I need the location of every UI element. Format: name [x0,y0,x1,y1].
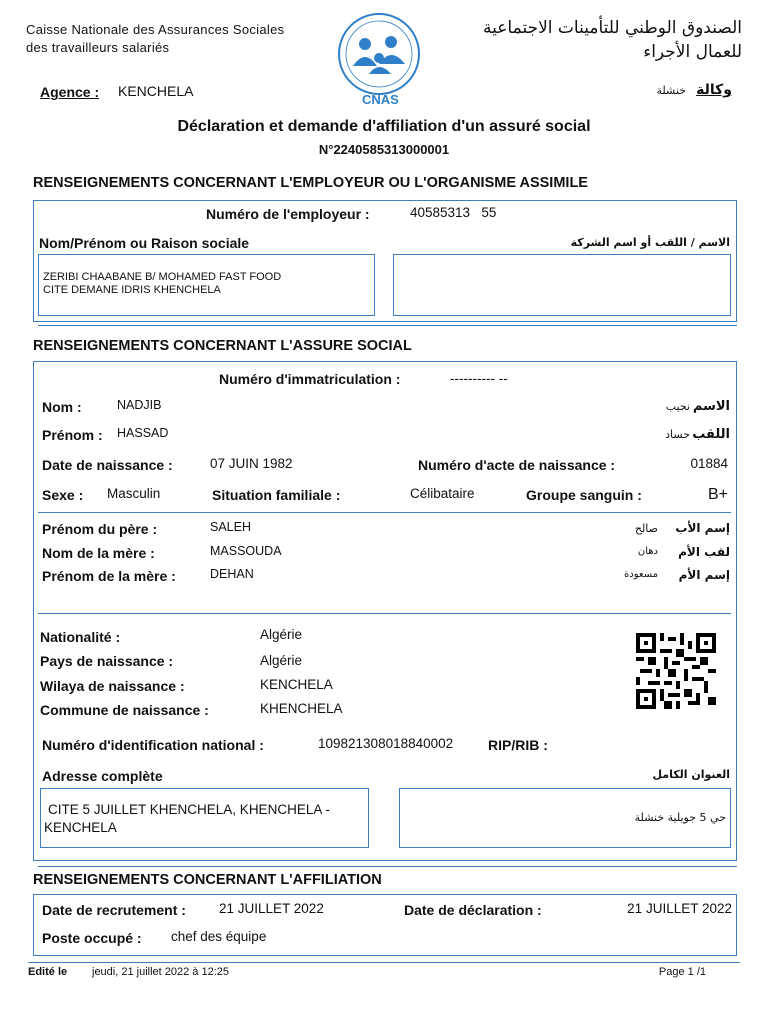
edite-label: Edité le [28,966,68,978]
adresse-ar: حي 5 جويلية خنشلة [634,811,726,824]
adresse-box [40,788,369,848]
footer-divider [28,962,740,963]
mere-nom-value-ar: دهان [637,546,658,557]
acte-value: 01884 [690,456,728,471]
poste-value: chef des équipe [171,929,267,944]
commune-label: Commune de naissance : [40,702,209,718]
pays-naissance-label: Pays de naissance : [40,653,174,669]
adresse-label-ar: العنوان الكامل [652,768,730,781]
agence-value-ar: خنشلة [656,84,686,97]
employer-name-line1: ZERIBI CHAABANE B/ MOHAMED FAST FOOD [43,271,282,283]
groupe-value: B+ [707,486,728,503]
adresse-label: Adresse complète [42,768,163,784]
divider [38,866,737,867]
document-title: Déclaration et demande d'affiliation d'un assuré social [177,118,591,135]
immat-value: ---------- -- [450,371,508,386]
commune-value: KHENCHELA [260,701,343,716]
org-name-fr-line1: Caisse Nationale des Assurances Sociales [26,22,285,37]
nationalite-label: Nationalité : [40,629,121,645]
qr-code [636,633,716,709]
employer-name-label: Nom/Prénom ou Raison sociale [39,235,250,251]
insured-section-title: RENSEIGNEMENTS CONCERNANT L'ASSURE SOCIAL [33,338,412,354]
nom-value-ar: نجيب [665,400,690,413]
mere-prenom-value: DEHAN [210,567,254,581]
sexe-value: Masculin [107,486,161,501]
divider [38,613,731,614]
adresse-line1: CITE 5 JUILLET KHENCHELA, KHENCHELA - [48,802,330,817]
declaration-value: 21 JUILLET 2022 [627,901,732,916]
employer-name-box-ar [393,254,731,316]
page-number: Page 1 /1 [658,966,706,978]
org-name-fr-line2: des travailleurs salariés [26,40,170,55]
employer-number-label: Numéro de l'employeur : [206,206,370,222]
employer-number-value: 40585313 55 [410,205,497,220]
employer-name-line2: CITE DEMANE IDRIS KHENCHELA [43,284,221,296]
prenom-label-ar: اللقب [692,427,730,442]
agence-label: Agence : [40,84,100,100]
nom-value: NADJIB [117,398,162,412]
divider [38,325,737,326]
agence-value: KENCHELA [118,83,194,99]
nin-value: 109821308018840002 [318,736,454,751]
mere-prenom-label-ar: إسم الأم [678,568,730,582]
mere-prenom-value-ar: مسعودة [624,569,658,580]
pere-label: Prénom du père : [42,521,158,537]
wilaya-label: Wilaya de naissance : [40,678,185,694]
recrutement-value: 21 JUILLET 2022 [219,901,324,916]
mere-prenom-label: Prénom de la mère : [42,568,176,584]
pere-value: SALEH [210,520,251,534]
nom-label-ar: الاسم [692,399,730,414]
agence-label-ar: وكالة [696,82,732,98]
edite-value: jeudi, 21 juillet 2022 à 12:25 [92,966,229,978]
poste-label: Poste occupé : [42,930,142,946]
divider [38,512,731,513]
mere-nom-label: Nom de la mère : [42,545,155,561]
prenom-label: Prénom : [42,427,103,443]
immat-label: Numéro d'immatriculation : [219,371,401,387]
nom-label: Nom : [42,399,82,415]
affiliation-section-title: RENSEIGNEMENTS CONCERNANT L'AFFILIATION [33,872,382,888]
groupe-label: Groupe sanguin : [526,487,642,503]
mere-nom-label-ar: لقب الأم [678,545,730,559]
situation-label: Situation familiale : [212,487,341,503]
adresse-line2: KENCHELA [44,820,117,835]
pere-value-ar: صالح [634,522,658,535]
mere-nom-value: MASSOUDA [210,544,282,558]
pere-label-ar: إسم الأب [675,521,730,535]
situation-value: Célibataire [410,486,475,501]
prenom-value-ar: حساد [665,428,690,441]
org-name-ar-line2: للعمال الأجراء [643,42,742,62]
org-name-ar-line1: الصندوق الوطني للتأمينات الاجتماعية [483,18,742,38]
rib-label: RIP/RIB : [488,737,548,753]
sexe-label: Sexe : [42,487,84,503]
declaration-label: Date de déclaration : [404,902,542,918]
dob-label: Date de naissance : [42,457,173,473]
logo-text: CNAS [362,92,399,107]
dob-value: 07 JUIN 1982 [210,456,293,471]
employer-section-title: RENSEIGNEMENTS CONCERNANT L'EMPLOYEUR OU L'ORGANISME ASSIMILE [33,175,588,191]
acte-label: Numéro d'acte de naissance : [418,457,616,473]
employer-name-label-ar: الاسم / اللقب أو اسم الشركة [570,236,730,249]
nationalite-value: Algérie [260,627,303,642]
nin-label: Numéro d'identification national : [42,737,264,753]
prenom-value: HASSAD [117,426,169,440]
recrutement-label: Date de recrutement : [42,902,186,918]
wilaya-value: KENCHELA [260,677,333,692]
pays-naissance-value: Algérie [260,653,303,668]
document-number: N°2240585313000001 [318,142,450,157]
